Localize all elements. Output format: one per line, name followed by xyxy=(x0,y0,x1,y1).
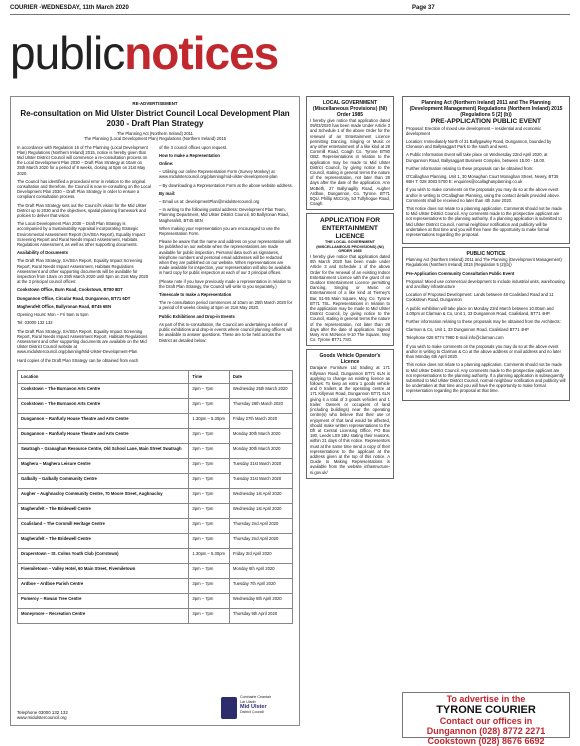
paragraph: As part of this re-consultation, the Council are undertaking a series of public exhibitions and drop-in events where council planning officers will be available to answer questions. These are to be held across the District as detailed below: xyxy=(159,321,293,343)
table-cell: Dungannon – Ranfurly House Theatre and Arts Centre xyxy=(18,413,189,428)
notice-1-title: LOCAL GOVERNMENT (Miscellaneous Provisions) (NI) Order 1985 xyxy=(312,100,388,118)
entertainment-licence-notice-1 xyxy=(306,96,394,210)
table-cell: Magherafelt – The Bridewell Centre xyxy=(18,533,189,548)
paragraph: A public exhibition will take place on Monday 23rd March between 10.00am and 4.00pm at Clarman & Co, Unit 1, 33 Dungannon Road, Coalisland, BT71 4HP. xyxy=(406,305,554,316)
paragraph: Further information relating to these proposals can be obtained from: xyxy=(406,165,534,171)
pae-body xyxy=(406,126,566,238)
council-website[interactable]: www.midulstercouncil.org xyxy=(17,715,67,721)
table-cell: 1.30pm – 5.30pm xyxy=(189,413,230,428)
paragraph: Dungannon Office, Circular Road, Dungannon, BT71 6DT xyxy=(17,295,131,301)
notice-subtitle-1: The Planning Act (Northern Ireland) 2011 xyxy=(116,131,194,137)
table-row xyxy=(18,608,293,623)
table-cell: Galbally – Galbally Community Centre xyxy=(18,473,189,488)
paragraph: The Draft Plan Strategy sets out the Council's vision for the Mid Ulster District up to 2030 and the objectives, spatial planning framework and policies to deliver that vision. xyxy=(17,202,147,219)
paragraph: Planning Act (Northern Ireland) 2011 and The Planning (Development Management) Regulations (Northern Ireland) 2015 (Regulation 5 (2)(b)) xyxy=(406,257,562,268)
right-column xyxy=(402,96,570,404)
page-number: Page 37 xyxy=(412,5,435,11)
table-cell: 3pm – 7pm xyxy=(189,398,230,413)
table-cell: Tuesday 7th April 2020 xyxy=(229,578,292,593)
ad-line-2: TYRONE COURIER xyxy=(403,704,569,716)
public-notice-body xyxy=(406,257,566,393)
table-header-row xyxy=(18,370,293,383)
table-row xyxy=(18,593,293,608)
masthead-word-public: public xyxy=(10,27,125,79)
logo-line-2: Lár Uladh xyxy=(240,699,256,704)
paragraph: Cookstown Office, Burn Road, Cookstown, BT80 8DT xyxy=(17,287,123,293)
table-row xyxy=(18,503,293,518)
paragraph: The Local Development Plan 2030 – Draft Plan Strategy is accompanied by a Sustainability Appraisal incorporating Strategic Environmental Assessment Report (SA/SEA Report), Equality Impact Screening Report and Rural Needs Impact Assessment, Habitats Regulations Assessment, as well as other supporting documents. xyxy=(17,221,145,248)
table-cell: 3pm – 7pm xyxy=(189,443,230,458)
pre-application-event-notice xyxy=(402,96,570,244)
table-cell: Wednesday 8th April 2020 xyxy=(229,593,292,608)
notice-3-body: Darajane Furniture Ltd trading at 171 Killyman Road, Dungannon BT71 6LN is applying to change an existing licence as follows: To keep an extra 1 goods vehicle and 0 trailers at the operating centre at 171 Killyman Road, Dungannon BT71 6LN giving it a total of 3 goods vehicles and 1 trailer. Owners or occupiers of land (including buildings) near the operating centre(s) who believe that their use or enjoyment of that land would be affected, should make written representations to the DfI at Central Licensing Office, PO Box 180, Leeds LS9 1BU stating their reasons, within 21 days of this notice. Representors must at the same time send a copy of their representations to the applicant at the address given at the top of this notice. A Guide to Making Representations is available from the website infrastructure-ni.gov.uk/ xyxy=(310,365,390,475)
table-cell: Tuesday 31st March 2020 xyxy=(229,458,292,473)
table-cell: 3pm – 7pm xyxy=(189,593,230,608)
header-date: COURIER -WEDNESDAY, 11th March 2020 xyxy=(10,5,129,11)
table-cell: Cookstown – The Burnavon Arts Centre xyxy=(18,398,189,413)
paragraph: of the 3 council offices upon request. xyxy=(159,144,228,150)
paragraph: – In writing to the following postal address: Development Plan Team, Planning Department, Mid Ulster District Council, 50 Ballyronan Road, Magherafelt, BT45 6EN xyxy=(159,207,289,223)
table-row xyxy=(18,518,293,533)
table-cell: 3pm – 7pm xyxy=(189,458,230,473)
paragraph: Hard copies of the Draft Plan Strategy can be obtained from each xyxy=(17,357,139,363)
paragraph: How to make a Representation xyxy=(159,152,220,158)
table-cell: Ardboe – Ardboe Parish Centre xyxy=(18,578,189,593)
ad-line-3: Contact our offices in xyxy=(439,716,533,726)
table-cell: 3pm – 7pm xyxy=(189,608,230,623)
table-cell: 3pm – 7pm xyxy=(189,383,230,398)
table-cell: Friday 3rd April 2020 xyxy=(229,548,292,563)
table-cell: Friday 27th March 2020 xyxy=(229,413,292,428)
advertise-banner xyxy=(402,692,570,746)
table-cell: Wednesday 25th March 2020 xyxy=(229,383,292,398)
entertainment-licence-notice-2 xyxy=(306,213,394,346)
council-logo xyxy=(221,695,291,721)
ad-line-5: Cookstown (028) 8676 6692 xyxy=(427,736,545,746)
table-cell: Magherafelt – The Bridewell Centre xyxy=(18,503,189,518)
table-cell: Cookstown – The Burnavon Arts Centre xyxy=(18,383,189,398)
paragraph: – By downloading a Representation Form at the above website address. xyxy=(159,182,293,188)
paragraph: When making your representation you are encouraged to use the Representation Form. xyxy=(159,225,280,237)
table-cell: 3pm – 7pm xyxy=(189,428,230,443)
logo-line-4: District Council xyxy=(240,710,264,715)
paragraph: The Council has identified a procedural error in relation to the original consultation and therefore, the Council is now re-consulting on the Local Development Plan 2030 – Draft Plan Strategy in order to ensure a compliant consultation process. xyxy=(17,178,151,200)
paragraph: Clarman & Co, Unit 1, 33 Dungannon Road, Coalisland BT71 4HP xyxy=(406,327,529,333)
paragraph: The Draft Plan Strategy, SA/SEA Report, Equality Impact Screening Report, Rural Needs Impact Assessment Report, Habitats Regulations Assessment and other supporting documents are available on the Mid Ulster District Council website at www.midulstercouncil.org/planning/Mid-Ulster-Development-Plan xyxy=(17,328,148,355)
table-cell: 3pm – 7pm xyxy=(189,488,230,503)
table-cell: Dungannon – Ranfurly House Theatre and Arts Centre xyxy=(18,428,189,443)
paragraph: Pre-Application Community Consultation Public Event xyxy=(406,270,515,276)
council-crest-icon xyxy=(221,697,237,719)
paragraph: Magherafelt Office, Ballyronan Road, BT45 6EN xyxy=(17,303,112,309)
table-cell: Draperstown – St. Colms Youth Club (Corrstown) xyxy=(18,548,189,563)
paragraph: If you wish to make comments on the proposals you may do so at the above event and/or in writing to Clarman & Co at the above address or mail address and no later than Monday 6th April 2020. xyxy=(406,343,562,360)
table-cell: Thursday 2nd April 2020 xyxy=(229,518,292,533)
paragraph: (Please note if you have previously made a representation in relation to the Draft Plan Strategy, the Council will write to you separately.) xyxy=(159,278,291,289)
notice-title: Re-consultation on Mid Ulster District Council Local Development Plan 2030 - Draft Plan Strategy xyxy=(20,109,290,129)
table-row xyxy=(18,488,293,503)
table-cell: Tuesday 31st March 2020 xyxy=(229,473,292,488)
paragraph: – Utilising our online Representation Form (Survey Monkey) at www.midulstercouncil.org/planning/mid-ulster-development-plan xyxy=(159,169,278,180)
table-cell: Wednesday 1st April 2020 xyxy=(229,503,292,518)
table-cell: Thursday 2nd April 2020 xyxy=(229,533,292,548)
ldp-notice xyxy=(10,96,300,726)
paragraph: Online: xyxy=(159,161,174,167)
table-cell: Monday 6th April 2020 xyxy=(229,563,292,578)
ad-line-4: Dungannon (028) 8772 2271 xyxy=(426,726,546,736)
table-cell: 3pm – 7pm xyxy=(189,563,230,578)
paragraph: Timescale to make a Representation xyxy=(159,292,232,298)
table-row xyxy=(18,458,293,473)
table-row xyxy=(18,413,293,428)
paragraph: A Public Information Event will take place on Wednesday 22nd April 2020, at Dungannon Road, Ballysaggart Business Complex, between 15.00 - 18.00. xyxy=(406,152,548,163)
middle-column xyxy=(306,96,394,482)
paragraph: O'Callaghan Planning, Unit 1, 30 Monaghan Court Monaghan Street, Newry, BT35 6BH T: 028 3083 5700 E: enquiries@ocallaghanplanning.co.uk xyxy=(406,174,559,185)
paragraph: This notice does not relate to a planning application. Comments should not be made to Mid Ulster District Council. Any comments made to the prospective applicant are not representations to the planning authority. If a planning application is subsequently submitted to Mid Ulster District Council, normal neighbour notification and publicity will be undertaken at that time and you will have the opportunity to make formal representation regarding the proposal at that time. xyxy=(406,362,566,394)
table-cell: Maghera – Maghera Leisure Centre xyxy=(18,458,189,473)
paragraph: Location of Proposed Development: Lands between 48 Coalisland Road and 11 Cookstown Road, Dungannon xyxy=(406,292,554,303)
pae-heading: PRE-APPLICATION PUBLIC EVENT xyxy=(430,118,542,125)
section-masthead xyxy=(10,26,278,86)
paragraph: Proposal: Erection of mixed use development – residential and economic development xyxy=(406,125,542,136)
paragraph: Further information relating to these proposals may be obtained from the Architects: xyxy=(406,319,561,325)
paragraph: If you wish to make comments on the proposals you may do so at the above event and/or in writing to O'Callaghan Planning, using the contact details provided above. Comments shall be received no later than 4th June 2020. xyxy=(406,187,560,203)
paragraph: Telephone 028 8774 7980 E-mail info@clarman.com xyxy=(406,335,504,341)
table-row xyxy=(18,533,293,548)
paragraph: Tel: 03000 132 132 xyxy=(17,320,53,326)
table-cell: Thursday 9th April 2020 xyxy=(229,608,292,623)
column-header: Time xyxy=(189,370,230,383)
table-row xyxy=(18,383,293,398)
table-row xyxy=(18,578,293,593)
paragraph: Public Exhibitions and Drop-in Events xyxy=(159,313,235,319)
masthead-word-notices: notices xyxy=(124,27,279,79)
table-cell: Monday 30th March 2020 xyxy=(229,428,292,443)
column-header: Location xyxy=(18,370,189,383)
logo-line-1: Comhairle Ceantair xyxy=(240,695,271,699)
column-header: Date xyxy=(229,370,292,383)
table-cell: 1.30pm – 5.30pm xyxy=(189,548,230,563)
table-row xyxy=(18,473,293,488)
table-cell: Wednesday 1st April 2020 xyxy=(229,488,292,503)
table-cell: 3pm – 7pm xyxy=(189,473,230,488)
table-cell: 3pm – 7pm xyxy=(189,503,230,518)
public-notice-consultation xyxy=(402,247,570,400)
table-cell: 3pm – 7pm xyxy=(189,578,230,593)
paragraph: Opening Hours: Mon – Fri 9am to 5pm xyxy=(17,312,89,318)
notice-2-subtitle: THE LOCAL GOVERNMENT (MISCELLANEOUS PROVISIONS) (NI) ORDER 1985 xyxy=(316,240,384,254)
goods-vehicle-notice xyxy=(306,349,394,478)
table-cell: 3pm – 7pm xyxy=(189,518,230,533)
paragraph: The Draft Plan Strategy, SA/SEA Report, Equality Impact Screening Report, Rural Needs Impact Assessment, Habitats Regulations Assessment and other supporting documents will be available for inspection from 10am on 25th March 2020 until 5pm on 21st May 2020 at the 3 principal council offices: xyxy=(17,258,149,285)
council-contact xyxy=(17,710,68,721)
table-cell: Pomeroy – Rowan Tree Centre xyxy=(18,593,189,608)
table-cell: Augher – Aughnacloy Community Centre, 70 Moore Street, Aughnacloy xyxy=(18,488,189,503)
ad-line-1: To advertise in the xyxy=(446,694,526,704)
paragraph: The re-consultation period commences at 10am on 25th March 2020 for a period of 8 weeks closing at 5pm on 21st May 2020. xyxy=(159,300,293,311)
pae-title: Planning Act (Northern Ireland) 2011 and The Planning (Development Management) Regulations (Northern Ireland) 2015 (Regulations 5 [2] (b)) xyxy=(409,100,563,118)
notice-2-body: I hereby give notice that application dated 6th March 2020 has been made under Article 3 and Schedule 1 of the above Order for the renewal of an existing Indoor Entertainment Licence with the grant of an Outdoor Entertainment Licence permitting Dancing, Singing or Music or Entertainment of a like kind at Tierney's Bar, 51-55 Main Square, Moy, Co. Tyrone BT71 7SL. Representations in relation to the application may be made to Mid Ulster District Council, by giving notice to the Council, stating in general terms the nature of the representation, not later than 28 days after the date of application. Signed Mary Ann McNeice 9-10 The Square, Moy Co. Tyrone BT71 7SG. xyxy=(310,254,390,343)
logo-line-3: Mid Ulster xyxy=(240,704,267,711)
paragraph: – Email us at: developmentPlan@midulstercouncil.org xyxy=(159,199,260,205)
notice-subtitle-2: The Planning (Local Development Plan) Regulations (Northern Ireland) 2015 xyxy=(84,136,226,142)
notice-left-column xyxy=(17,145,151,366)
notice-2-title: APPLICATION FOR ENTERTAINMENT LICENCE xyxy=(320,217,380,240)
notice-right-column xyxy=(159,145,293,366)
table-cell: 3pm – 7pm xyxy=(189,533,230,548)
table-cell: Thursday 26th March 2020 xyxy=(229,398,292,413)
notice-1-body: I hereby give notice that application dated 09/03/2020 has been made Under Article 3 and Schedule 1 of the above Order for the renewal of an Entertainment Licence permitting Dancing, Singing or Music or any other entertainment of a like kind at 28 Cornmill Road, Coagh Co. Tyrone BT80 OBZ. Representations in relation to the application may be made to Mid Ulster District Council, by giving notice to the Council, stating in general terms the nature of the representation, not later than 28 days after the date of the application. Ann McBeth, 27 Ballynagilly Road, Augher Ardboe, Dungannon, Co. Tyrone. BT71 5QU. Phillip McCrory, 53 Tullyhogue Road, Coagh. xyxy=(310,118,390,207)
table-row xyxy=(18,398,293,413)
public-notice-heading: PUBLIC NOTICE xyxy=(466,251,506,258)
table-cell: Coalisland – The Cornmill Heritage Centre xyxy=(18,518,189,533)
table-cell: Monday 30th March 2020 xyxy=(229,443,292,458)
table-cell: Swatragh – Granaghan Resource Centre, Old School Lane, Main Street Swatragh xyxy=(18,443,189,458)
council-telephone: Telephone 03000 132 132 xyxy=(17,709,68,715)
table-cell: Fivemiletown – Valley Hotel, 60 Main Street, Fivemiletown xyxy=(18,563,189,578)
paragraph: Availability of Documents xyxy=(17,250,69,256)
table-row xyxy=(18,443,293,458)
re-advertisement-tag: RE-ADVERTISEMENT xyxy=(132,101,178,106)
table-cell: Moneymore – Recreation Centre xyxy=(18,608,189,623)
paragraph: By mail: xyxy=(159,190,176,196)
table-row xyxy=(18,563,293,578)
paragraph: This notice does not relate to a planning application. Comments should not be made to Mid Ulster District Council. Any comments made to the prospective applicant are not representations to the planning authority. If a planning application is submitted to Mid Ulster District Council, normal neighbour notification and publicity will be undertaken at that time and you will then have the opportunity to make formal representations regarding the proposal. xyxy=(406,206,562,238)
page-header xyxy=(10,4,570,15)
table-row xyxy=(18,548,293,563)
paragraph: Please be aware that the name and address on your representation will be published on our website when the representations are made available for public inspection. Personal data such as signatures, telephone numbers and personal email addresses will be redacted when they are published on our website. When representations are made available for inspection, your representation will also be available in hard copy for public inspection at each of our 3 principal offices. xyxy=(159,239,292,276)
paragraph: In accordance with Regulation 15 of The Planning (Local Development Plan) Regulations (Northern Ireland) 2015, notice is hereby given that Mid Ulster District Council will commence a re-consultation process on the Local Development Plan 2030 – Draft Plan Strategy at 10am on 25th March 2020 for a period of 8 weeks, closing at 5pm on 21st May 2020. xyxy=(17,144,148,176)
table-row xyxy=(18,428,293,443)
exhibition-schedule-table xyxy=(17,370,293,624)
paragraph: Proposal: Mixed use commercial development to include industrial units, warehousing and ancillary infrastructure xyxy=(406,278,565,290)
notice-3-title: Goods Vehicle Operator's Licence xyxy=(319,353,381,366)
paragraph: Location: Immediately North of 31 Ballygawley Road, Dungannon, bounded by Clonavon and Ballysaggart Park to the south and west. xyxy=(406,139,552,150)
